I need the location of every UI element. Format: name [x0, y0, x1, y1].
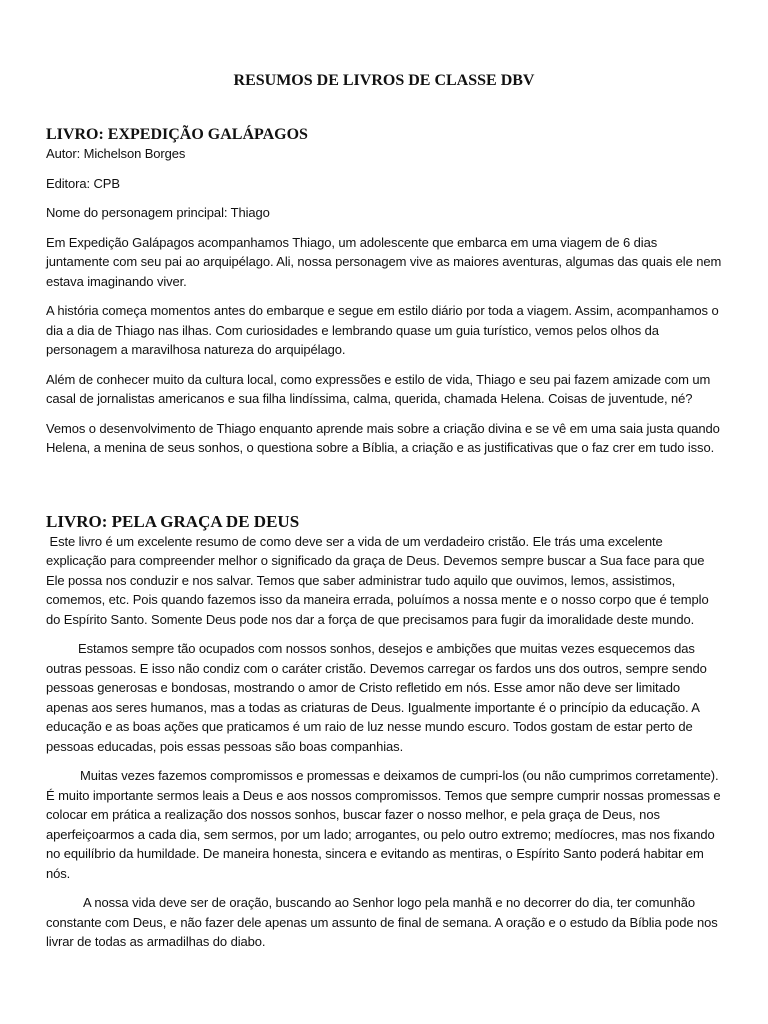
book-heading: LIVRO: PELA GRAÇA DE DEUS — [46, 512, 300, 531]
summary-paragraph: Este livro é um excelente resumo de como deve ser a vida de um verdadeiro cristão. Ele trás uma excelente explicação para compreender melhor o significado da graça de Deus. Devemos sempre buscar a Sua face para que Ele possa nos conduzir e nos salvar. Temos que saber administrar tudo aquilo que ouvimos, lemos, assistimos, comemos, etc. Pois quando fazemos isso da maneira errada, poluímos a nossa mente e o nosso corpo que é templo do Espírito Santo. Somente Deus pode nos dar a força de que precisamos para fugir da imoralidade deste mundo. — [46, 533, 713, 627]
summary-paragraph: Além de conhecer muito da cultura local, como expressões e estilo de vida, Thiago e seu pai fazem amizade com um casal de jornalistas americanos e sua filha lindíssima, calma, querida, chamada Helena. Coisas de juventude, né? — [46, 371, 711, 407]
book-main-character: Nome do personagem principal: Thiago — [46, 205, 270, 221]
summary-paragraph: A nossa vida deve ser de oração, buscando ao Senhor logo pela manhã e no decorrer do dia, ter comunhão constante com Deus, e não fazer dele apenas um assunto de final de semana. A oração e o estudo da Bíblia pode nos livrar de todas as armadilhas do diabo. — [46, 895, 718, 950]
book-summary-pela-graca-de-deus — [46, 512, 722, 952]
book-publisher: Editora: CPB — [46, 175, 120, 191]
summary-paragraph: A história começa momentos antes do embarque e segue em estilo diário por toda a viagem. Assim, acompanhamos o dia a dia de Thiago nas ilhas. Com curiosidades e lembrando quase um guia turístico, vemos pelos olhos da personagem a maravilhosa natureza do arquipélago. — [46, 303, 719, 358]
book-summary-expedicao-galapagos — [46, 126, 722, 458]
document-title: RESUMOS DE LIVROS DE CLASSE DBV — [233, 72, 535, 89]
summary-paragraph: Muitas vezes fazemos compromissos e promessas e deixamos de cumpri-los (ou não cumprimos corretamente). É muito importante sermos leais a Deus e aos nossos compromissos. Temos que sempre cumprir nossas promessas e colocar em prática a realização dos nossos sonhos, buscar fazer o nosso melhor, e pela graça de Deus, nos aperfeiçoarmos a cada dia, sem sermos, por um lado; arrogantes, ou pelo outro extremo; medíocres, mas nos fixando no equilíbrio da humildade. De maneira honesta, sincera e evitando as mentiras, o Espírito Santo poderá habitar em nós. — [46, 768, 721, 881]
summary-paragraph: Em Expedição Galápagos acompanhamos Thiago, um adolescente que embarca em uma viagem de 6 dias juntamente com seu pai ao arquipélago. Ali, nossa personagem vive as maiores aventuras, algumas das quais ele nem estava imaginando viver. — [46, 234, 722, 289]
book-heading: LIVRO: EXPEDIÇÃO GALÁPAGOS — [46, 126, 308, 143]
summary-paragraph: Vemos o desenvolvimento de Thiago enquanto aprende mais sobre a criação divina e se vê em uma saia justa quando Helena, a menina de seus sonhos, o questiona sobre a Bíblia, a criação e as justificativas que o faz crer em tudo isso. — [46, 420, 720, 456]
summary-paragraph: Estamos sempre tão ocupados com nossos sonhos, desejos e ambições que muitas vezes esquecemos das outras pessoas. E isso não condiz com o caráter cristão. Devemos carregar os fardos uns dos outros, sempre sendo pessoas generosas e bondosas, mostrando o amor de Cristo refletido em nós. Esse amor não deve ser limitado apenas aos seres humanos, mas a todas as criaturas de Deus. Igualmente importante é o princípio da educação. A educação e as boas ações que praticamos é um raio de luz nesse mundo escuro. Todos gostam de estar perto de pessoas educadas, pois essas pessoas são boas companhias. — [46, 641, 707, 754]
book-author: Autor: Michelson Borges — [46, 146, 186, 162]
